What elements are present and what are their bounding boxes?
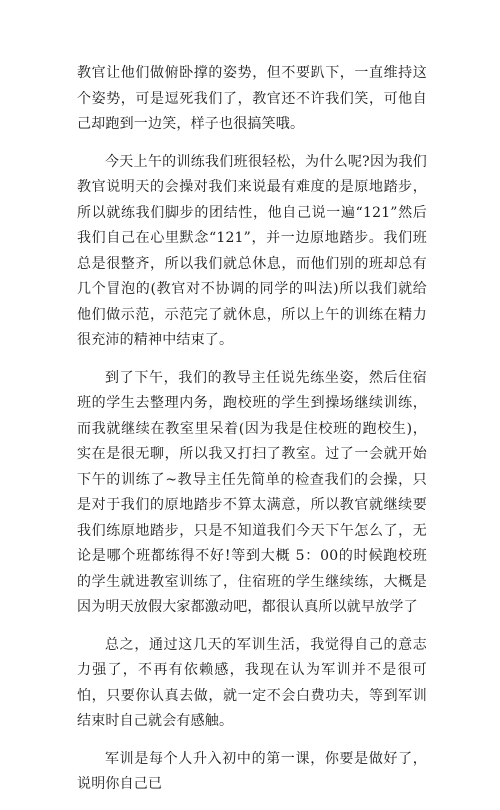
paragraph-2: 今天上午的训练我们班很轻松，为什么呢?因为我们教官说明天的会操对我们来说最有难度的是原地踏步，所以就练我们脚步的团结性，他自己说一遍“121”然后我们自己在心里默念“121”，并一边原地踏步。我们班总是很整齐，所以我们就总休息，而他们别的班却总有几个冒泡的(教官对不协调的同学的叫法)所以我们就给他们做示范，示范完了就休息，所以上午的训练在精力很充沛的精神中结束了。 — [77, 153, 427, 348]
paragraph-1: 教官让他们做俯卧撑的姿势，但不要趴下，一直维持这个姿势，可是逗死我们了，教官还不许我们笑，可他自己却跑到一边笑，样子也很搞笑哦。 — [77, 65, 427, 132]
paragraph-5: 军训是每个人升入初中的第一课，你要是做好了，说明你自己已 — [77, 750, 427, 792]
paragraph-3: 到了下午，我们的教导主任说先练坐姿，然后住宿班的学生去整理内务，跑校班的学生到操场继续训练，而我就继续在教室里呆着(因为我是住校班的跑校生)，实在是很无聊，所以我又打扫了教室。过了一会就开始下午的训练了~教导主任先简单的检查我们的会操，只是对于我们的原地踏步不算太满意，所以教官就继续要我们练原地踏步，只是不知道我们今天下午怎么了，无论是哪个班都练得不好!等到大概 5：00的时候跑校班的学生就进教室训练了，住宿班的学生继续练，大概是因为明天放假大家都激动吧，都很认真所以就早放学了 — [77, 369, 427, 615]
paragraph-4: 总之，通过这几天的军训生活，我觉得自己的意志力强了，不再有依赖感，我现在认为军训并不是很可怕，只要你认真去做，就一定不会白费功夫，等到军训结束时自己就会有感触。 — [77, 636, 427, 729]
document-body — [77, 61, 427, 810]
